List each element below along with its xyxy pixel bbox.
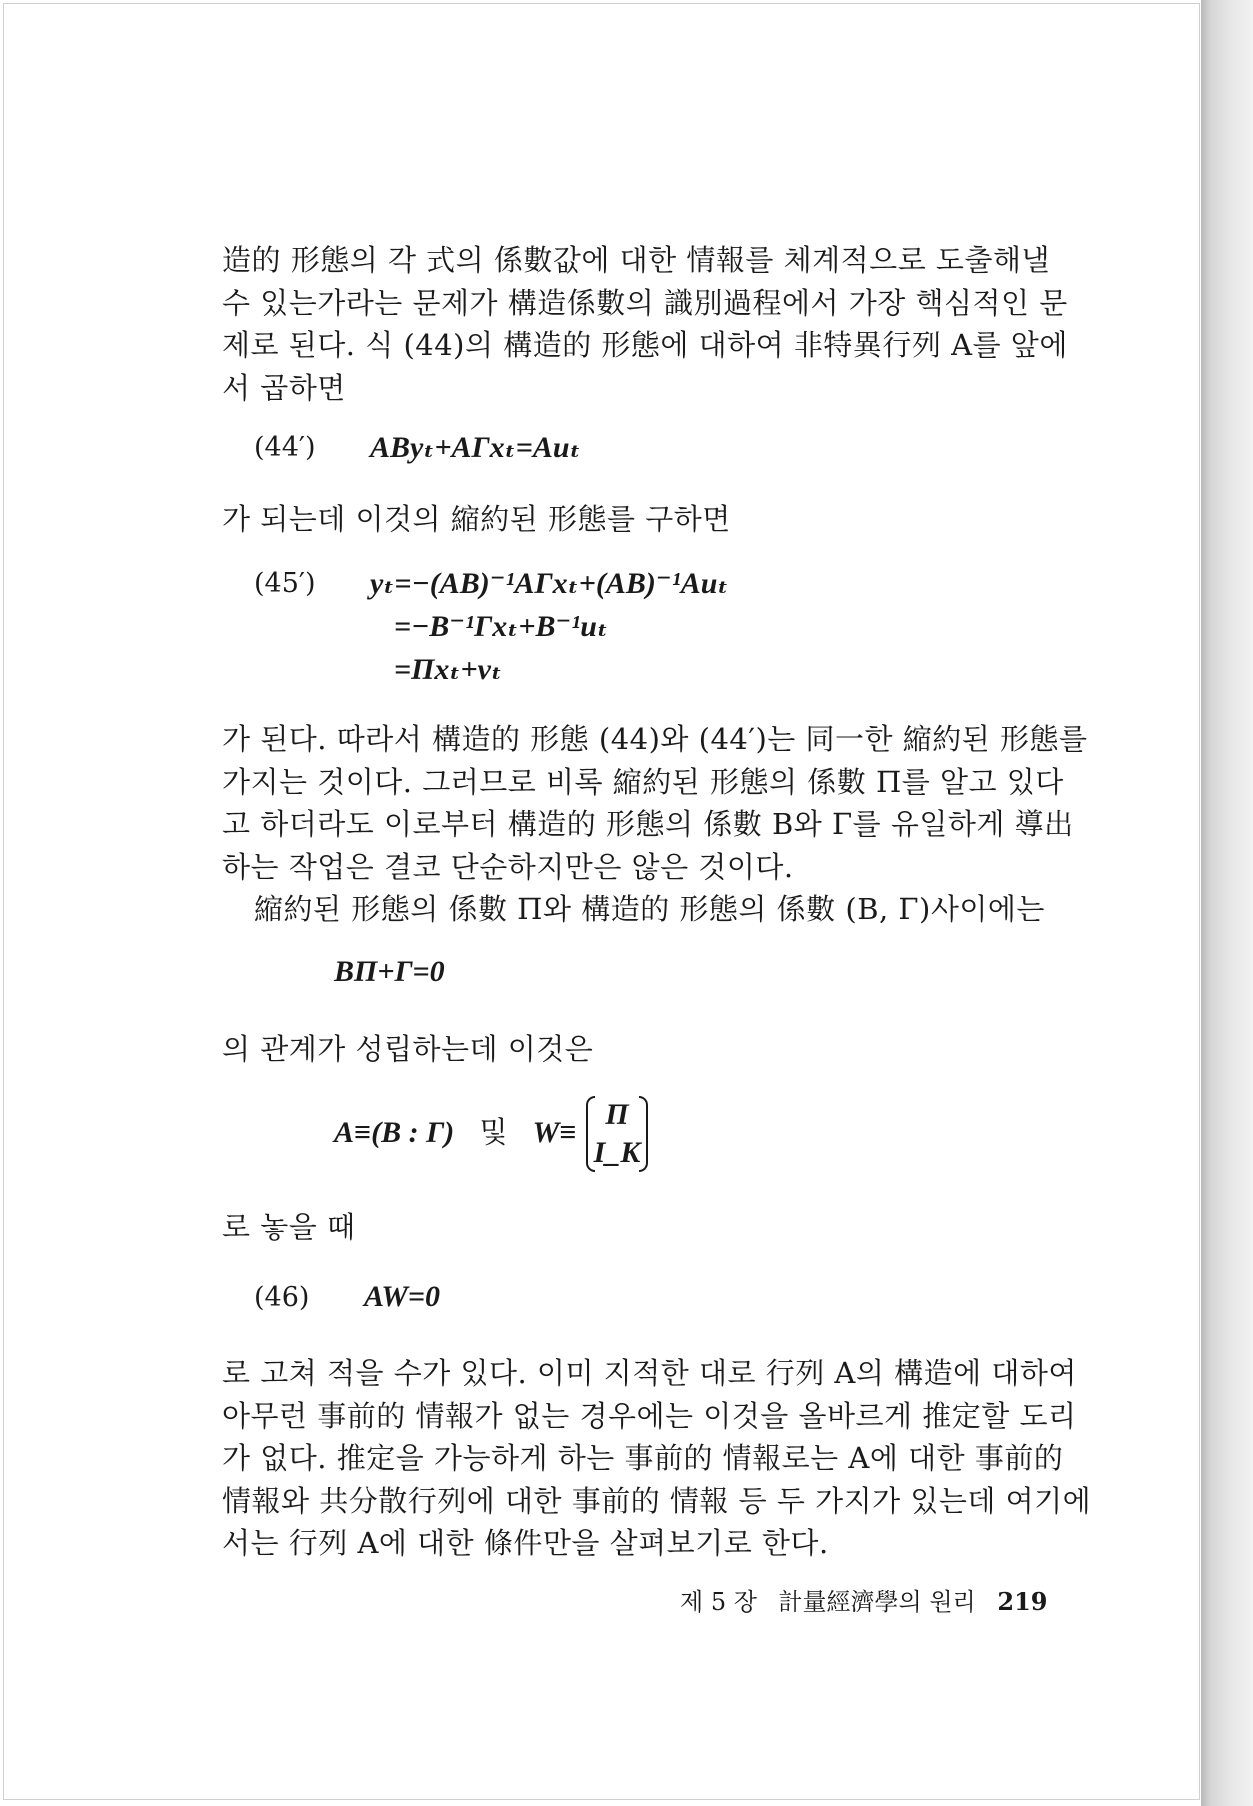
equation-44p: AByₜ+AΓxₜ=Auₜ xyxy=(370,431,581,464)
matrix-top: Π xyxy=(605,1098,629,1131)
text-line: 로 고쳐 적을 수가 있다. 이미 지적한 대로 行列 A의 構造에 대하여 xyxy=(222,1356,1077,1390)
running-footer xyxy=(680,1582,1061,1617)
viewer-page-edge xyxy=(1201,0,1253,1806)
equation-relation: BΠ+Γ=0 xyxy=(334,955,445,988)
matrix-bottom: I_K xyxy=(593,1136,641,1169)
equation-number-44p: (44′) xyxy=(254,432,316,463)
equation-46: AW=0 xyxy=(364,1280,441,1313)
conjunction-text: 및 xyxy=(479,1115,508,1149)
text-line: 서는 行列 A에 대한 條件만을 살펴보기로 한다. xyxy=(222,1526,829,1560)
paragraph-3: 縮約된 形態의 係數 Π와 構造的 形態의 係數 (B, Γ)사이에는 xyxy=(254,892,1045,926)
footer-chapter: 제 5 장 xyxy=(680,1588,757,1616)
footer-title: 計量經濟學의 원리 xyxy=(778,1588,976,1616)
equation-w-lhs: W≡ xyxy=(532,1116,577,1149)
text-after-44p: 가 되는데 이것의 縮約된 形態를 구하면 xyxy=(222,502,731,536)
text-line: 제로 된다. 식 (44)의 構造的 形態에 대하여 非特異行列 A를 앞에 xyxy=(222,328,1068,362)
paragraph-1 xyxy=(222,239,1072,409)
text-line: 고 하더라도 이로부터 構造的 形態의 係數 B와 Γ를 유일하게 導出 xyxy=(222,807,1074,841)
paragraph-4 xyxy=(222,1352,1092,1565)
text-line: 가지는 것이다. 그러므로 비록 縮約된 形態의 係數 Π를 알고 있다 xyxy=(222,764,1064,799)
equation-45p-line-3: =Πxₜ+vₜ xyxy=(394,653,503,686)
text-line: 수 있는가라는 문제가 構造係數의 識別過程에서 가장 핵심적인 문 xyxy=(222,285,1068,320)
matrix-w xyxy=(586,1096,649,1172)
equation-a-def: A≡(B : Γ) xyxy=(334,1116,455,1149)
paragraph-2 xyxy=(222,718,1088,888)
text-line: 아무런 事前的 情報가 없는 경우에는 이것을 올바르게 推定할 도리 xyxy=(222,1398,1077,1433)
text-line: 情報와 共分散行列에 대한 事前的 情報 등 두 가지가 있는데 여기에 xyxy=(222,1483,1092,1518)
text-line: 造的 形態의 각 式의 係數값에 대한 情報를 체계적으로 도출해낼 xyxy=(222,243,1050,277)
text-line: 서 곱하면 xyxy=(222,370,346,405)
text-relation: 의 관계가 성립하는데 이것은 xyxy=(222,1032,594,1066)
equation-45p-line-1: yₜ=−(AB)⁻¹AΓxₜ+(AB)⁻¹Auₜ xyxy=(370,567,729,600)
equation-definition xyxy=(334,1096,648,1172)
text-line: 하는 작업은 결코 단순하지만은 않은 것이다. xyxy=(222,849,794,884)
equation-number-45p: (45′) xyxy=(254,568,316,599)
text-line: 가 된다. 따라서 構造的 形態 (44)와 (44′)는 同一한 縮約된 形態를 xyxy=(222,722,1088,756)
page-number: 219 xyxy=(997,1587,1048,1616)
equation-45p-line-2: =−B⁻¹Γxₜ+B⁻¹uₜ xyxy=(394,610,609,643)
equation-number-46: (46) xyxy=(254,1282,310,1313)
text-when: 로 놓을 때 xyxy=(222,1210,356,1244)
text-line: 가 없다. 推定을 가능하게 하는 事前的 情報로는 A에 대한 事前的 xyxy=(222,1441,1064,1475)
